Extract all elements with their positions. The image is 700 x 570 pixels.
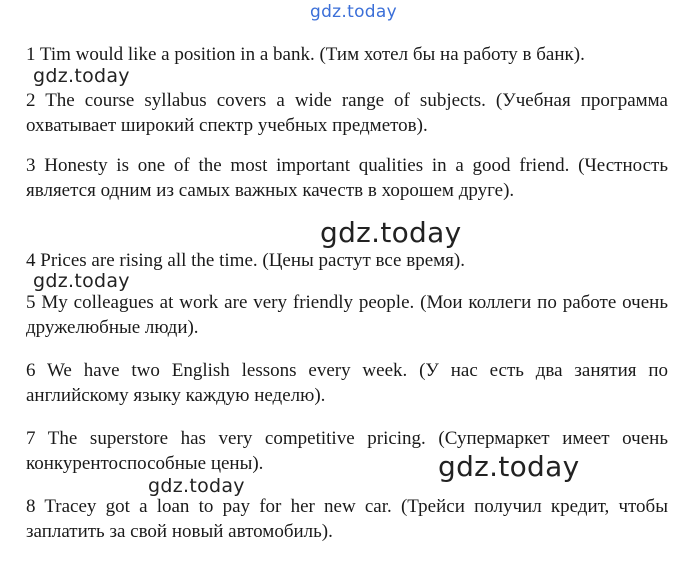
sentence-3: 3 Honesty is one of the most important qualities in a good friend. (Честность является одним из самых важных качеств в хорошем друге). (26, 155, 668, 201)
sentence-8: 8 Tracey got a loan to pay for her new car. (Трейси получил кредит, чтобы заплатить за свой новый автомобиль). (26, 496, 668, 542)
sentence-5: 5 My colleagues at work are very friendly people. (Мои коллеги по работе очень дружелюбные люди). (26, 292, 668, 338)
watermark: gdz.today (33, 65, 130, 87)
watermark: gdz.today (148, 475, 245, 497)
sentence-6: 6 We have two English lessons every week. (У нас есть два занятия по английскому языку каждую неделю). (26, 360, 668, 406)
watermark: gdz.today (438, 450, 580, 483)
sentence-1: 1 Tim would like a position in a bank. (Тим хотел бы на работу в банк). (26, 44, 585, 65)
sentence-7: 7 The superstore has very competitive pricing. (Супермаркет имеет очень конкурентоспособные цены). (26, 428, 668, 474)
watermark: gdz.today (320, 216, 462, 249)
sentence-2: 2 The course syllabus covers a wide range of subjects. (Учебная программа охватывает широкий спектр учебных предметов). (26, 90, 668, 136)
watermark: gdz.today (33, 270, 130, 292)
watermark-top: gdz.today (310, 2, 397, 22)
sentence-4: 4 Prices are rising all the time. (Цены растут все время). (26, 250, 465, 271)
